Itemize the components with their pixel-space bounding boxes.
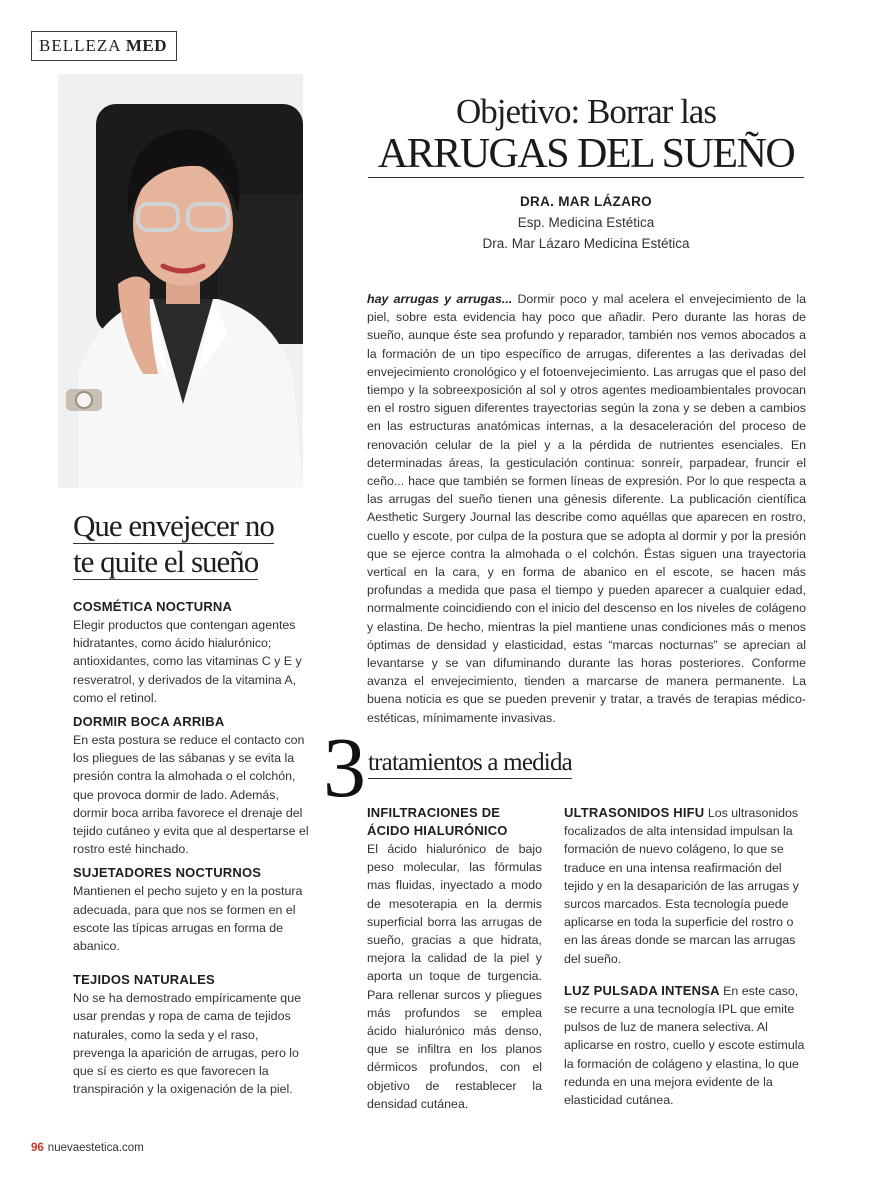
author-portrait-photo (58, 74, 303, 488)
tip-item (73, 598, 313, 707)
sidebar-title-line2: te quite el sueño (73, 544, 259, 579)
page-footer (31, 1142, 144, 1154)
author-role: Esp. Medicina Estética (517, 215, 655, 230)
treatment-heading: INFILTRACIONES DE ÁCIDO HIALURÓNICO (367, 805, 508, 838)
footer-site: nuevaestetica.com (47, 1142, 144, 1154)
tip-item (73, 971, 313, 1098)
tip-heading: SUJETADORES NOCTURNOS (73, 865, 262, 881)
author-clinic: Dra. Mar Lázaro Medicina Estética (482, 236, 690, 251)
tip-heading: COSMÉTICA NOCTURNA (73, 599, 233, 614)
section-tag-light: BELLEZA (39, 36, 121, 55)
tip-heading: DORMIR BOCA ARRIBA (73, 714, 225, 730)
tip-text: En esta postura se reduce el contacto con los pliegues de las sábanas y se evita la presión contra la almohada o el colchón, que provoca dormir de lado. Además, dormir boca arriba favorece el drenaje del tejido cutáneo y evita que al despertarse el rostro esté hinchado. (73, 733, 309, 857)
article-intro (367, 290, 806, 727)
portrait-illustration (58, 74, 303, 488)
tip-text: No se ha demostrado empíricamente que usar prendas y ropa de cama de tejidos naturales, como la seda y el raso, prevenga la aparición de arrugas, pero lo que sí es cierto es que favorecen la transpiración y la oxigenación de la piel. (73, 991, 301, 1097)
treatment-heading: LUZ PULSADA INTENSA (564, 982, 720, 998)
author-block (436, 192, 736, 254)
tip-item (73, 713, 313, 858)
treatment-text: Los ultrasonidos focalizados de alta intensidad impulsan la formación de nuevo colágeno, lo que se traduce en una intensa reafirmación del tejido y en la desaparición de las arrugas y surcos marcados. Esta tecnología puede aplicarse en toda la superficie del rostro o en las áreas donde se marcan las arrugas del sueño. (564, 806, 799, 966)
treatment-text: El ácido hialurónico de bajo peso molecular, las fórmulas mas fluidas, inyectado a modo de mesoterapia en la dermis superficial borra las arrugas de sueño, gracias a que hidrata, mejora la calidad de la piel y aporta un toque de turgencia. Para rellenar surcos y pliegues más profundos se emplea ácido hialurónico más denso, que se infiltra en los planos dérmicos profundos, con el objetivo de restablecer la densidad cutánea. (367, 842, 542, 1111)
tip-text: Elegir productos que contengan agentes hidratantes, como ácido hialurónico; antioxidantes, como las vitaminas C y E y resveratrol, y derivados de la vitamina A, como el retinol. (73, 618, 302, 705)
sidebar-tips (73, 598, 313, 1104)
author-name: DRA. MAR LÁZARO (520, 194, 652, 209)
section-tag-bold: MED (125, 36, 168, 55)
tip-text: Mantienen el pecho sujeto y en la postura adecuada, para que nos se formen en el escote las típicas arrugas en forma de abanico. (73, 884, 303, 954)
article-title-main: ARRUGAS DEL SUEÑO (368, 132, 804, 178)
treatments-right-column (564, 804, 806, 1109)
treatment-text: En este caso, se recurre a una tecnología IPL que emite pulsos de luz de manera selectiva. Al aplicarse en rostro, cuello y escote estimula la formación de colágeno y elastina, lo que redunda en una mejora evidente de la elasticidad cutánea. (564, 983, 805, 1108)
intro-lead: hay arrugas y arrugas... (367, 292, 513, 306)
sidebar-title-line1: Que envejecer no (73, 508, 274, 543)
article-title (368, 92, 804, 178)
section-tag (31, 31, 177, 61)
treatment-ipl (564, 982, 806, 1109)
treatment-hyaluronic (367, 804, 542, 1113)
page-number: 96 (31, 1142, 44, 1154)
treatments-subtitle: tratamientos a medida (368, 748, 572, 779)
treatment-hifu (564, 804, 806, 968)
treatments-number: 3 (323, 719, 366, 815)
tip-heading: TEJIDOS NATURALES (73, 972, 215, 988)
intro-body: Dormir poco y mal acelera el envejecimiento de la piel, sobre esta evidencia hay poco que añadir. Pero durante las horas de sueño, aunque éste sea profundo y reparador, también nos vemos abocados a la formación de un tipo específico de arrugas, diferentes a las derivadas del envejecimiento cronológico y el fotoenvejecimiento. Las arrugas que el paso del tiempo y la sobreexposición al sol y otros agentes medioambientales provocan en el rostro siguen diferentes trayectorias según la zona y se deben a cambios en las estructuras anatómicas internas, a la desaceleración del proceso de renovación celular de la piel y a la pérdida de nutrientes esenciales. En determinadas áreas, la gesticulación continua: sonreír, parpadear, fruncir el ceño... hace que también se formen líneas de expresión. Por lo que respecta a las arrugas del sueño tienen una génesis diferente. La publicación científica Aesthetic Surgery Journal las describe como aquéllas que aparecen en rostro, cuello y escote, por culpa de la postura que se adopta al dormir y por la presión que se ejerce contra la almohada o el colchón. Éstas siguen una trayectoria vertical en la cara, y en forma de abanico en el escote, se hacen más profundas a medida que pasa el tiempo y pueden aparecer a cualquier edad, normalmente coincidiendo con el inicio del descenso en los niveles de colágeno y elastina. De hecho, mientras la piel mantiene unas condiciones más o menos óptimas de densidad y elasticidad, estas “marcas nocturnas” se aprecian al levantarse y se van difuminando durante las horas posteriores. Conforme avanza el envejecimiento, tienden a marcarse de manera permanente. La buena noticia es que se pueden prevenir y tratar, a través de terapias médico-estéticas, mínimamente invasivas. (367, 292, 806, 725)
article-title-top: Objetivo: Borrar las (456, 92, 716, 131)
sidebar-title (73, 508, 313, 580)
tip-item (73, 864, 313, 955)
treatments-heading (323, 719, 623, 815)
treatment-heading: ULTRASONIDOS HIFU (564, 805, 705, 820)
